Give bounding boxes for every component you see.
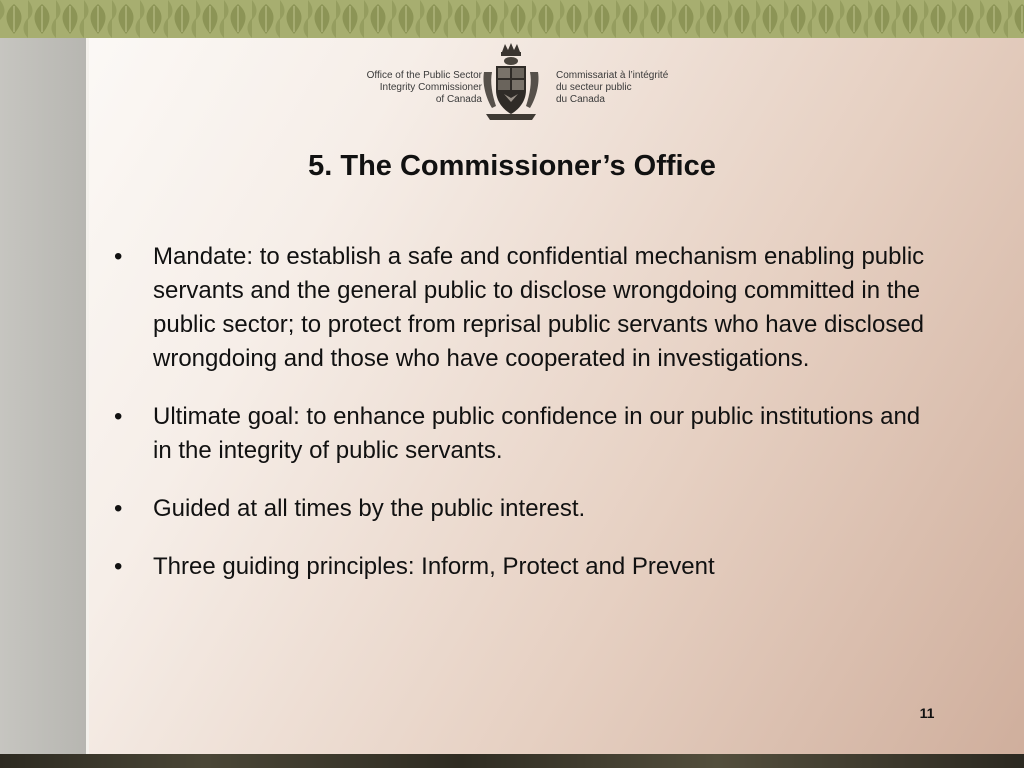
slide-title: 5. The Commissioner’s Office bbox=[308, 150, 716, 182]
leaf-pattern-icon bbox=[0, 0, 1024, 38]
left-sidebar-bar bbox=[0, 38, 86, 754]
bullet-text: Ultimate goal: to enhance public confidence in our public institutions and in the integrity of public servants. bbox=[153, 403, 921, 464]
bullet-text: Mandate: to establish a safe and confidential mechanism enabling public servants and the general public to disclose wrongdoing committed in the public sector; to protect from reprisal public servants who have disclosed wrongdoing and those who have cooperated in investigations. bbox=[153, 243, 925, 372]
bullet-marker: • bbox=[114, 553, 123, 580]
bullet-item-public-interest bbox=[108, 492, 928, 526]
decorative-bottom-band bbox=[0, 754, 1024, 768]
bullet-item-mandate bbox=[108, 240, 928, 376]
bullet-text: Guided at all times by the public interest. bbox=[153, 495, 586, 522]
page-number: 11 bbox=[919, 705, 935, 721]
bullet-item-ultimate-goal bbox=[108, 400, 928, 468]
org-name-english: Office of the Public Sector Integrity Commissioner of Canada bbox=[366, 70, 482, 105]
org-name-french: Commissariat à l’intégrité du secteur public du Canada bbox=[556, 70, 669, 105]
bullet-marker: • bbox=[114, 495, 123, 522]
bullet-text: Three guiding principles: Inform, Protect and Prevent bbox=[153, 553, 715, 580]
bullet-list bbox=[108, 240, 928, 608]
bullet-marker: • bbox=[114, 243, 123, 270]
organization-header bbox=[330, 42, 690, 124]
coat-of-arms-icon bbox=[480, 42, 542, 122]
left-sidebar-edge bbox=[86, 38, 89, 754]
bullet-marker: • bbox=[114, 403, 123, 430]
decorative-leaf-band bbox=[0, 0, 1024, 38]
bullet-item-guiding-principles bbox=[108, 550, 928, 584]
